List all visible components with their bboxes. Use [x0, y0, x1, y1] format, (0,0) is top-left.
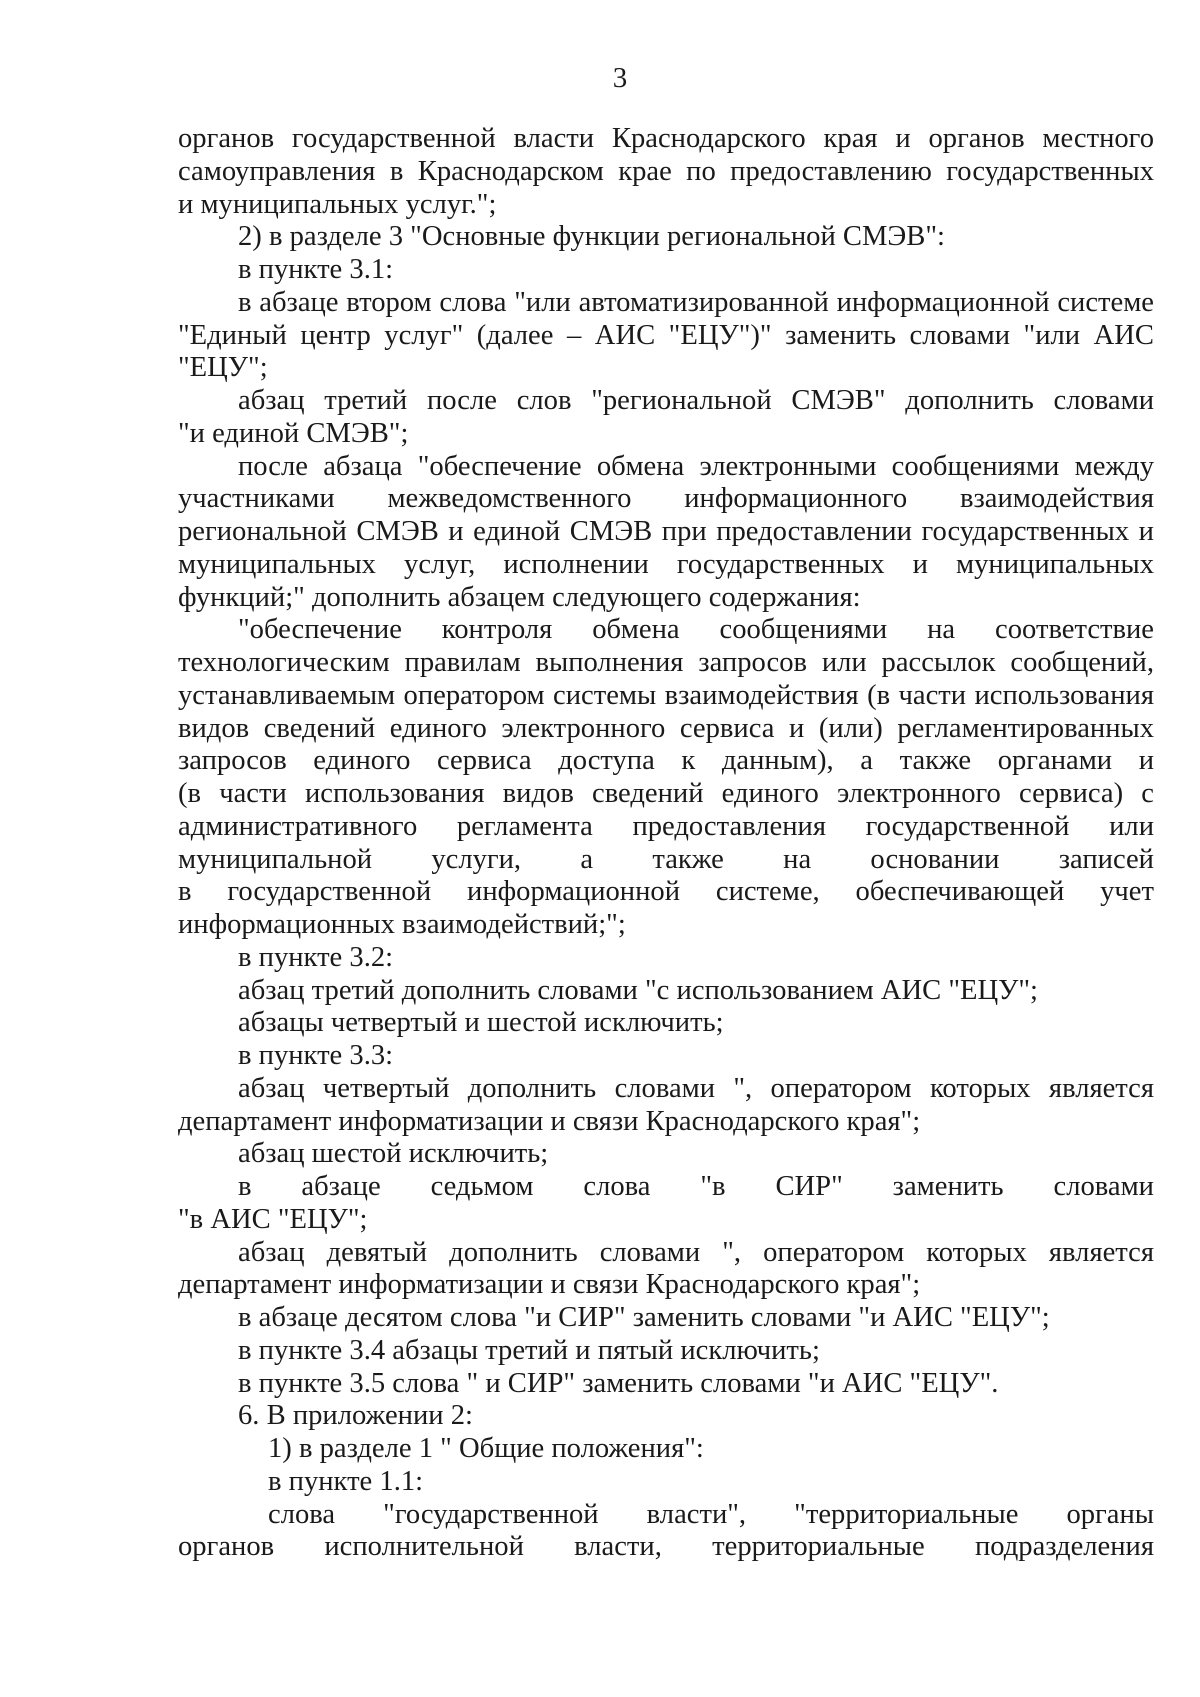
text-line: 6. В приложении 2:: [238, 1400, 473, 1432]
text-line: 1) в разделе 1 " Общие положения":: [268, 1433, 704, 1464]
text-line: информационных взаимодействий;";: [178, 909, 626, 940]
text-line: "Единый центр услуг" (далее – АИС "ЕЦУ")" заменить словами "или АИС: [178, 319, 1154, 351]
text-line: абзац третий после слов "региональной СМЭВ" дополнить словами: [238, 385, 1154, 416]
text-line: "и единой СМЭВ";: [178, 417, 409, 449]
text-line: самоуправления в Краснодарском крае по предоставлению государственных: [178, 155, 1154, 187]
text-line: в пункте 3.1:: [238, 254, 394, 285]
text-line: видов сведений единого электронного сервиса и (или) регламентированных: [178, 712, 1154, 744]
text-line: в пункте 3.3:: [238, 1040, 394, 1071]
text-line: в пункте 3.4 абзацы третий и пятый исключить;: [238, 1334, 820, 1366]
text-line: участниками межведомственного информационного взаимодействия: [178, 483, 1154, 515]
text-line: органов исполнительной власти, территориальные подразделения: [178, 1531, 1154, 1563]
text-line: "в АИС "ЕЦУ";: [178, 1203, 368, 1235]
text-line: 2) в разделе 3 "Основные функции региональной СМЭВ":: [238, 221, 945, 253]
text-line: региональной СМЭВ и единой СМЭВ при предоставлении государственных и: [178, 516, 1154, 547]
text-line: в пункте 3.5 слова " и СИР" заменить словами "и АИС "ЕЦУ".: [238, 1367, 999, 1399]
text-line: в пункте 1.1:: [268, 1465, 424, 1497]
text-line: функций;" дополнить абзацем следующего содержания:: [178, 581, 861, 613]
text-line: абзац четвертый дополнить словами ", оператором которых является: [238, 1072, 1154, 1104]
text-line: абзац третий дополнить словами "с использованием АИС "ЕЦУ";: [238, 974, 1038, 1006]
text-line: в абзаце седьмом слова "в СИР" заменить словами: [238, 1171, 1154, 1202]
text-line: слова "государственной власти", "территориальные органы: [268, 1498, 1154, 1530]
text-line: технологическим правилам выполнения запросов или рассылок сообщений,: [178, 647, 1154, 678]
text-line: в пункте 3.2:: [238, 941, 394, 973]
text-line: "обеспечение контроля обмена сообщениями на соответствие: [238, 614, 1154, 646]
text-line: "ЕЦУ";: [178, 352, 268, 384]
text-line: абзацы четвертый и шестой исключить;: [238, 1007, 724, 1039]
text-line: и муниципальных услуг.";: [178, 188, 497, 220]
text-line: органов государственной власти Краснодарского края и органов местного: [178, 123, 1154, 154]
document-body: [178, 123, 1154, 1564]
text-line: административного регламента предоставления государственной или: [178, 810, 1154, 842]
text-line: в абзаце десятом слова "и СИР" заменить словами "и АИС "ЕЦУ";: [238, 1302, 1050, 1333]
text-line: устанавливаемым оператором системы взаимодействия (в части использования: [178, 679, 1154, 711]
text-line: муниципальной услуги, а также на основании записей: [178, 843, 1154, 875]
text-line: департамент информатизации и связи Краснодарского края";: [178, 1269, 921, 1301]
text-line: муниципальных услуг, исполнении государственных и муниципальных: [178, 548, 1154, 580]
text-line: запросов единого сервиса доступа к данным), а также органами и: [178, 745, 1154, 777]
text-line: в абзаце втором слова "или автоматизированной информационной системе: [238, 286, 1154, 318]
page-number: 3: [612, 62, 628, 94]
text-line: после абзаца "обеспечение обмена электронными сообщениями между: [238, 450, 1154, 482]
text-line: (в части использования видов сведений единого электронного сервиса) с: [178, 778, 1154, 809]
text-line: департамент информатизации и связи Краснодарского края";: [178, 1105, 921, 1137]
text-line: абзац девятый дополнить словами ", оператором которых является: [238, 1236, 1154, 1268]
text-line: в государственной информационной системе, обеспечивающей учет: [178, 876, 1154, 908]
text-line: абзац шестой исключить;: [238, 1138, 549, 1170]
